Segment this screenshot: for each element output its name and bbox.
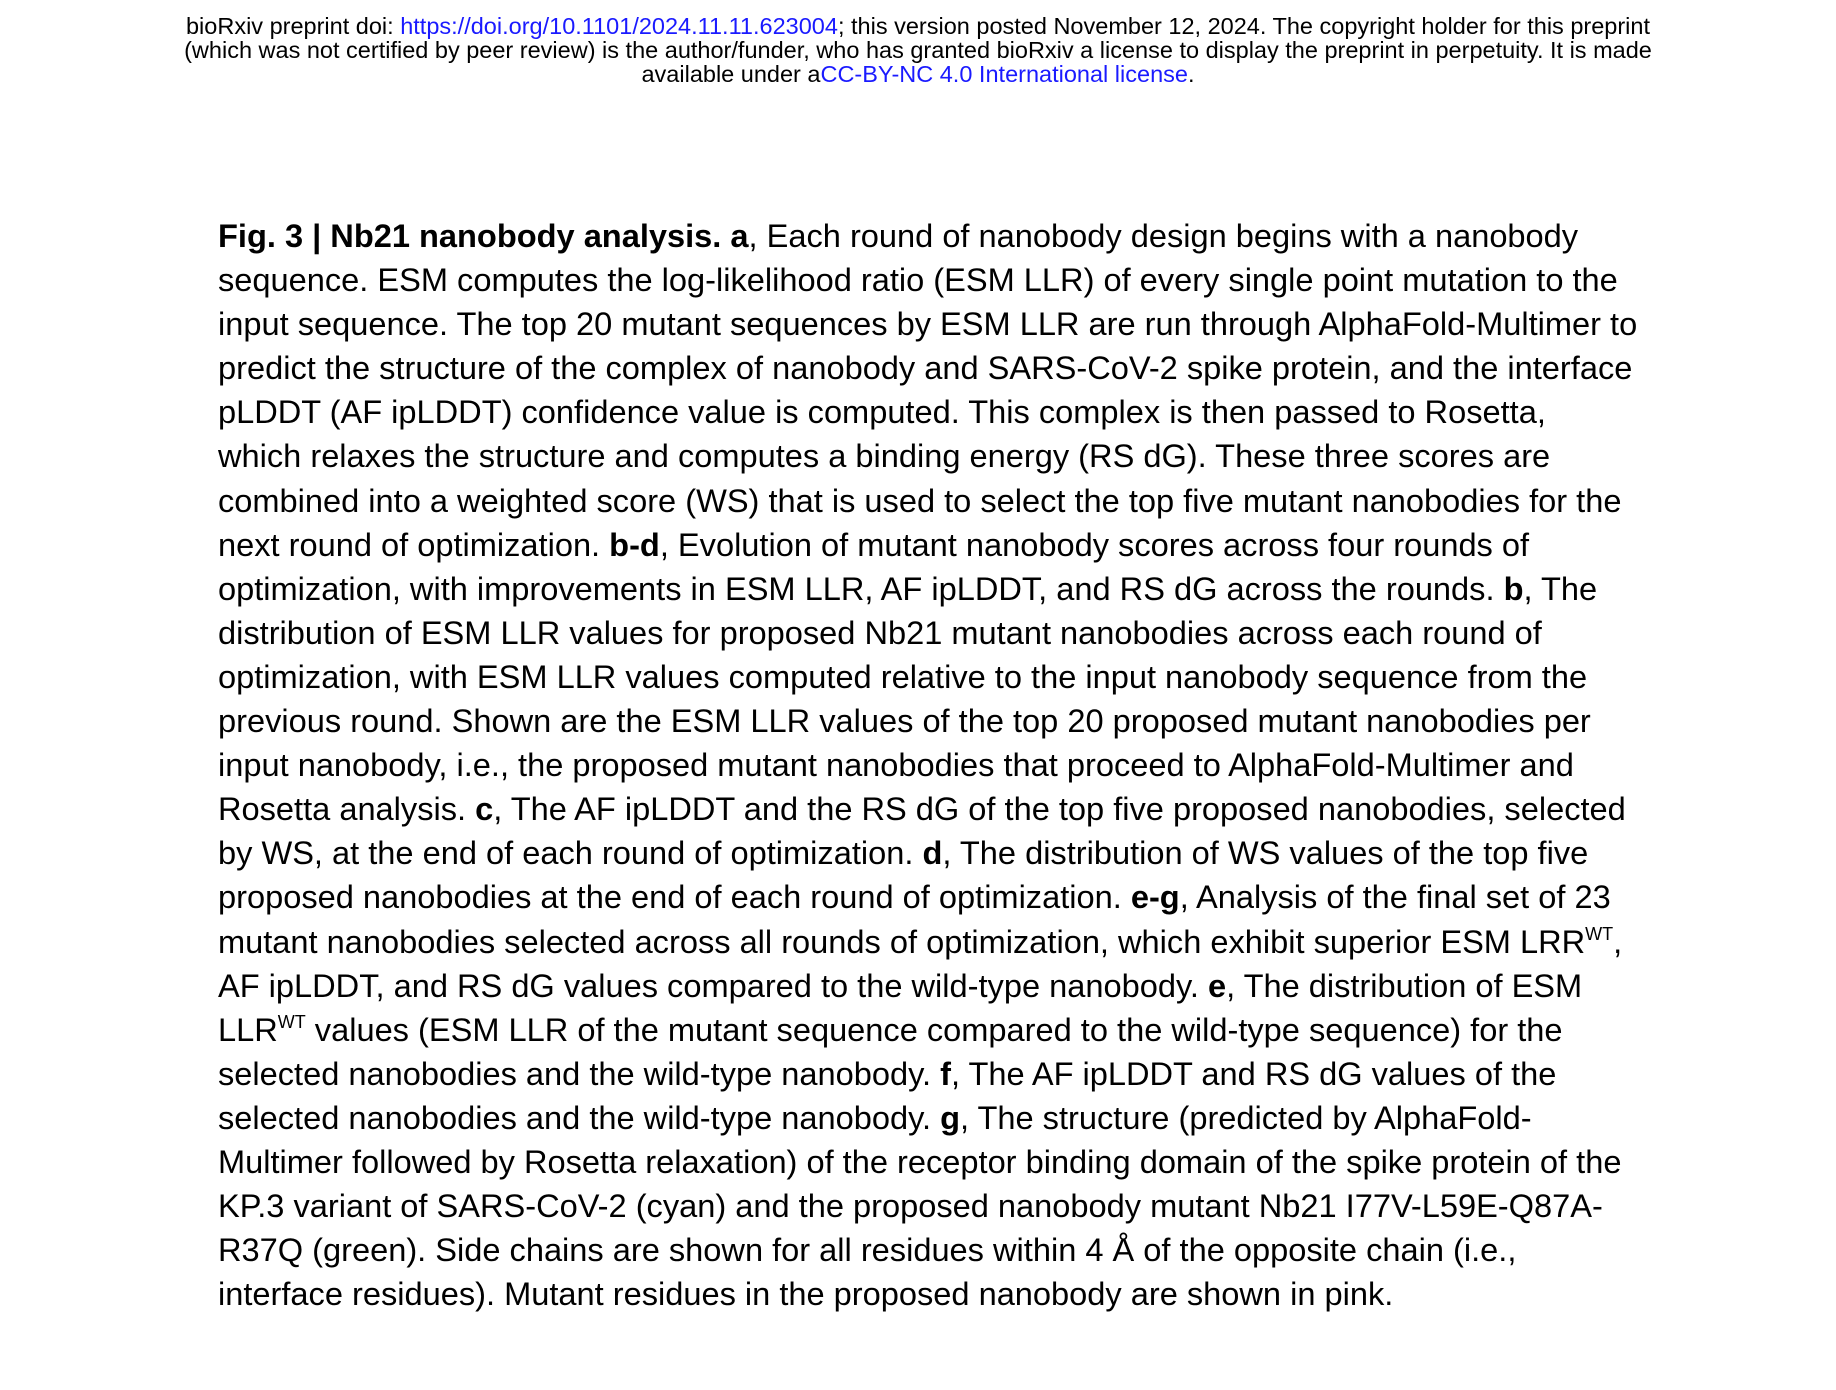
caption-text-e-part1: , The distribution of ESM LLR (218, 966, 1583, 1048)
header-license-prefix: available under a (641, 61, 821, 87)
header-line-3 (0, 62, 1836, 86)
license-link[interactable]: CC-BY-NC 4.0 International license (820, 61, 1188, 87)
doi-link[interactable]: https://doi.org/10.1101/2024.11.11.623004 (400, 13, 838, 39)
header-line-2: (which was not certified by peer review) is the author/funder, who has granted bioRxiv a license to display the preprint in perpetuity. It is made (184, 37, 1652, 63)
caption-text-d: , The distribution of WS values of the top five proposed nanobodies at the end of each round of optimization. (218, 834, 1589, 916)
panel-label-d: d (922, 834, 943, 872)
header-line-1 (0, 14, 1836, 38)
preprint-header (0, 14, 1836, 86)
panel-label-b-d: b-d (609, 525, 660, 563)
superscript-wt: WT (277, 1011, 306, 1032)
superscript-wt: WT (1585, 923, 1614, 944)
caption-text-e-g-part1: , Analysis of the final set of 23 mutant nanobodies selected across all rounds of optimization, which exhibit superior ESM LRR (218, 878, 1611, 960)
panel-label-e-g: e-g (1130, 878, 1180, 916)
header-doi-prefix: bioRxiv preprint doi: (185, 13, 401, 39)
panel-label-b: b (1503, 569, 1524, 607)
figure-title: Fig. 3 | Nb21 nanobody analysis. (218, 217, 722, 254)
figure-caption (218, 214, 1638, 1316)
caption-text-a: , Each round of nanobody design begins with a nanobody sequence. ESM computes the log-likelihood ratio (ESM LLR) of every single point mutation to the input sequence. The top 20 mutant sequences by ESM LLR are run through AlphaFold-Multimer to predict the structure of the complex of nanobody and SARS-CoV-2 spike protein, and the interface pLDDT (AF ipLDDT) confidence value is computed. This complex is then passed to Rosetta, which relaxes the structure and computes a binding energy (RS dG). These three scores are combined into a weighted score (WS) that is used to select the top five mutant nanobodies for the next round of optimization. (218, 217, 1638, 563)
caption-text-e-part2: values (ESM LLR of the mutant sequence compared to the wild-type sequence) for the selected nanobodies and the wild-type nanobody. (218, 1010, 1563, 1092)
caption-text-f: , The AF ipLDDT and RS dG values of the selected nanobodies and the wild-type nanobody. (218, 1054, 1557, 1136)
panel-label-a: a (730, 217, 749, 254)
panel-label-e: e (1207, 966, 1227, 1004)
caption-text-g: , The structure (predicted by AlphaFold-Multimer followed by Rosetta relaxation) of the receptor binding domain of the spike protein of the KP.3 variant of SARS-CoV-2 (cyan) and the proposed nanobody mutant Nb21 I77V-L59E-Q87A-R37Q (green). Side chains are shown for all residues within 4 Å of the opposite chain (i.e., interface residues). Mutant residues in the proposed nanobody are shown in pink. (218, 1098, 1622, 1313)
header-copyright-text: ; this version posted November 12, 2024. The copyright holder for this preprint (837, 13, 1650, 39)
panel-label-g: g (940, 1098, 960, 1136)
caption-text-c: , The AF ipLDDT and the RS dG of the top five proposed nanobodies, selected by WS, at the end of each round of optimization. (218, 790, 1626, 872)
header-license-suffix: . (1187, 61, 1195, 87)
caption-text-e-g-part2: , AF ipLDDT, and RS dG values compared to the wild-type nanobody. (218, 922, 1623, 1004)
caption-text-b-d: , Evolution of mutant nanobody scores across four rounds of optimization, with improvements in ESM LLR, AF ipLDDT, and RS dG across the rounds. (218, 525, 1530, 607)
caption-text-b: , The distribution of ESM LLR values for proposed Nb21 mutant nanobodies across each round of optimization, with ESM LLR values computed relative to the input nanobody sequence from the previous round. Shown are the ESM LLR values of the top 20 proposed mutant nanobodies per input nanobody, i.e., the proposed mutant nanobodies that proceed to AlphaFold-Multimer and Rosetta analysis. (218, 569, 1598, 828)
panel-label-c: c (475, 790, 494, 828)
panel-label-f: f (940, 1054, 951, 1092)
